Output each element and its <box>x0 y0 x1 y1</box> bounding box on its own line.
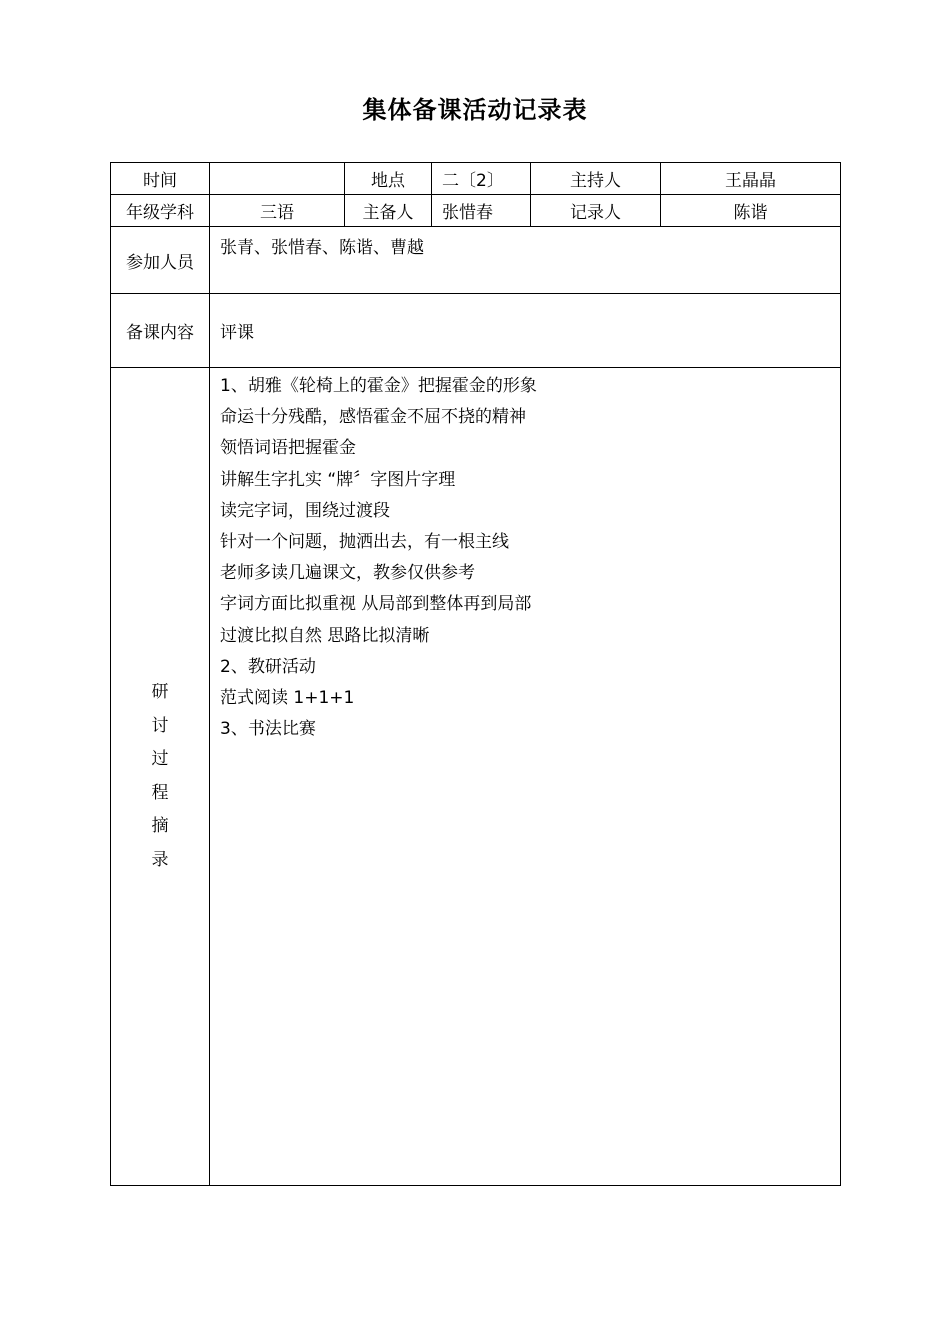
discussion-line: 读完字词，围绕过渡段 <box>220 500 390 521</box>
discussion-line: 范式阅读 1+1+1 <box>220 687 355 708</box>
time-label: 时间 <box>111 163 210 195</box>
discussion-line: 命运十分残酷，感悟霍金不屈不挠的精神 <box>220 407 526 428</box>
place-label: 地点 <box>345 163 432 195</box>
preparer-label: 主备人 <box>345 195 432 227</box>
grade-value: 三语 <box>210 195 345 227</box>
participants-value: 张青、张惜春、陈谐、曹越 <box>210 227 841 294</box>
discussion-line: 针对一个问题，抛洒出去，有一根主线 <box>220 531 509 552</box>
discussion-label-char: 程 <box>151 782 169 803</box>
table-row <box>111 163 841 195</box>
discussion-label-char: 过 <box>151 749 169 769</box>
discussion-line: 字词方面比拟重视 从局部到整体再到局部 <box>220 594 532 615</box>
table-row <box>111 368 841 1186</box>
table-row <box>111 294 841 368</box>
host-value: 王晶晶 <box>661 163 841 195</box>
discussion-content <box>210 368 841 1186</box>
host-label: 主持人 <box>531 163 661 195</box>
discussion-line: 3、书法比赛 <box>220 719 316 740</box>
discussion-line: 1、胡雅《轮椅上的霍金》把握霍金的形象 <box>220 376 537 396</box>
content-label: 备课内容 <box>111 294 210 368</box>
discussion-label-char: 讨 <box>151 715 169 736</box>
discussion-line: 领悟词语把握霍金 <box>220 438 356 459</box>
preparer-value: 张惜春 <box>432 195 531 227</box>
participants-label: 参加人员 <box>111 227 210 294</box>
grade-label: 年级学科 <box>111 195 210 227</box>
place-value: 二〔2〕 <box>432 163 531 195</box>
discussion-label <box>111 368 210 1186</box>
content-value: 评课 <box>210 294 841 368</box>
page-title: 集体备课活动记录表 <box>362 96 588 124</box>
time-value <box>210 163 345 195</box>
discussion-label-char: 录 <box>151 849 169 870</box>
discussion-label-char: 研 <box>151 682 169 702</box>
record-table <box>110 162 841 1186</box>
discussion-line: 老师多读几遍课文，教参仅供参考 <box>220 563 475 584</box>
discussion-line: 过渡比拟自然 思路比拟清晰 <box>220 625 430 646</box>
table-row <box>111 227 841 294</box>
recorder-value: 陈谐 <box>661 195 841 227</box>
discussion-line: 讲解生字扎实 “牌〞字图片字理 <box>220 469 456 490</box>
recorder-label: 记录人 <box>531 195 661 227</box>
table-row <box>111 195 841 227</box>
discussion-line: 2、教研活动 <box>220 656 316 677</box>
discussion-label-char: 摘 <box>151 816 169 836</box>
